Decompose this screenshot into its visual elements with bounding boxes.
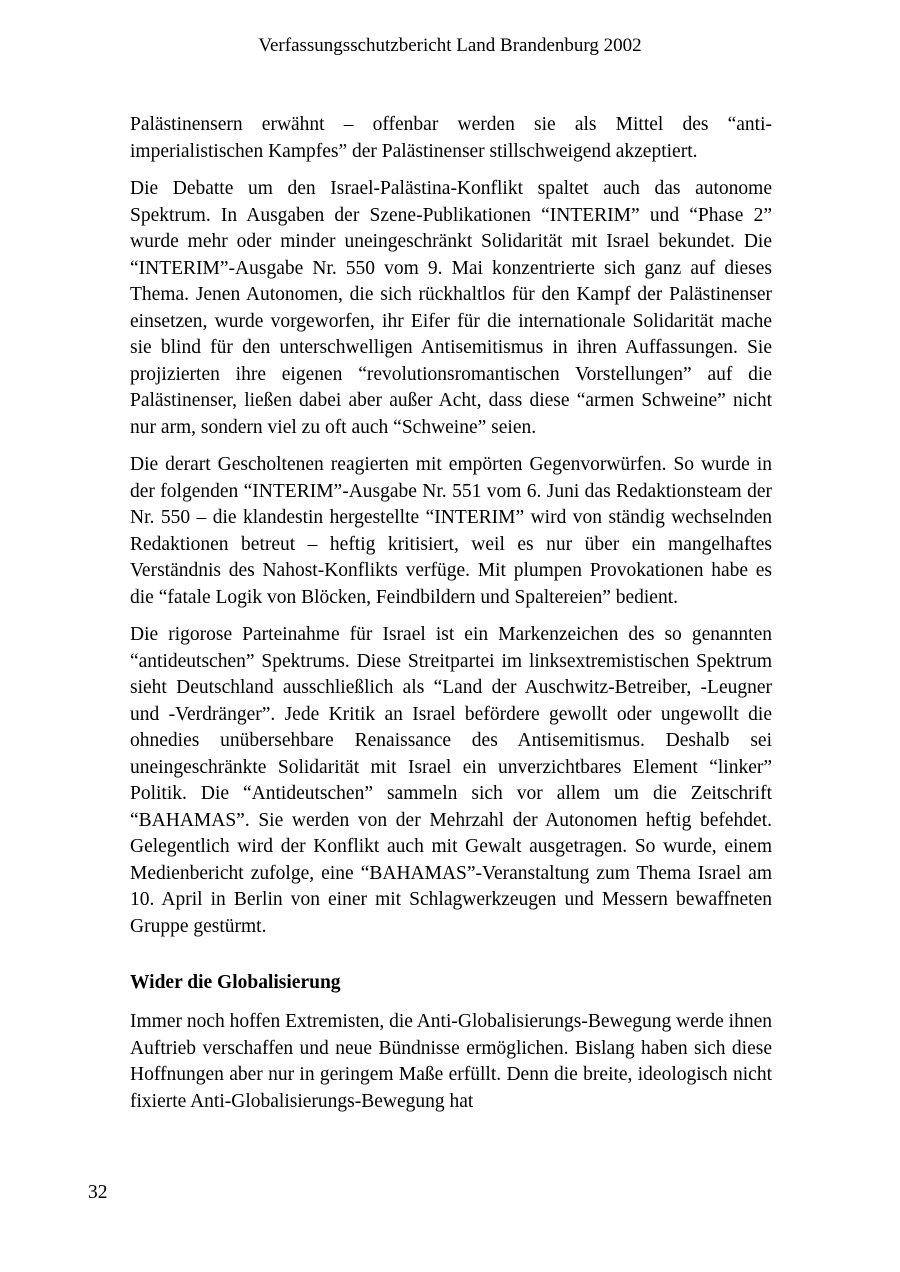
paragraph: Palästinensern erwähnt – offenbar werden sie als Mittel des “anti-imperialistischen Kampfes” der Palästinenser stillschweigend akzeptiert.: [130, 114, 772, 162]
paragraph: Die rigorose Parteinahme für Israel ist ein Markenzeichen des so genannten “antideutschen” Spektrums. Diese Streitpartei im linksextremistischen Spektrum sieht Deutschland ausschließlich als “Land der Auschwitz-Betreiber, -Leugner und -Verdränger”. Jede Kritik an Israel befördere gewollt oder ungewollt die ohnedies unübersehbare Renaissance des Antisemitismus. Deshalb sei uneingeschränkte Solidarität mit Israel ein unverzichtbares Element “linker” Politik. Die “Antideutschen” sammeln sich vor allem um die Zeitschrift “BAHAMAS”. Sie werden von der Mehrzahl der Autonomen heftig befehdet. Gelegentlich wird der Konflikt auch mit Gewalt ausgetragen. So wurde, einem Medienbericht zufolge, eine “BAHAMAS”-Veranstaltung zum Thema Israel am 10. April in Berlin von einer mit Schlagwerkzeugen und Messern bewaffneten Gruppe gestürmt.: [130, 624, 772, 937]
paragraph: Immer noch hoffen Extremisten, die Anti-Globalisierungs-Bewegung werde ihnen Auftrieb verschaffen und neue Bündnisse ermöglichen. Bislang haben sich diese Hoffnungen aber nur in geringem Maße erfüllt. Denn die breite, ideologisch nicht fixierte Anti-Globalisierungs-Bewegung hat: [130, 1011, 772, 1112]
page-number: 32: [88, 1182, 108, 1203]
page-body: [130, 112, 772, 1126]
paragraph: Die Debatte um den Israel-Palästina-Konflikt spaltet auch das autonome Spektrum. In Ausgaben der Szene-Publikationen “INTERIM” und “Phase 2” wurde mehr oder minder uneingeschränkt Solidarität mit Israel bekundet. Die “INTERIM”-Ausgabe Nr. 550 vom 9. Mai konzentrierte sich ganz auf dieses Thema. Jenen Autonomen, die sich rückhaltlos für den Kampf der Palästinenser einsetzen, wurde vorgeworfen, ihr Eifer für die internationale Solidarität mache sie blind für den unterschwelligen Antisemitismus in ihren Auffassungen. Sie projizierten ihre eigenen “revolutionsromantischen Vorstellungen” auf die Palästinenser, ließen dabei aber außer Acht, dass diese “armen Schweine” nicht nur arm, sondern viel zu oft auch “Schweine” seien.: [130, 178, 772, 438]
paragraph: Die derart Gescholtenen reagierten mit empörten Gegenvorwürfen. So wurde in der folgenden “INTERIM”-Ausgabe Nr. 551 vom 6. Juni das Redaktionsteam der Nr. 550 – die klandestin hergestellte “INTERIM” wird von ständig wechselnden Redaktionen betreut – heftig kritisiert, weil es nur über ein mangelhaftes Verständnis des Nahost-Konflikts verfüge. Mit plumpen Provokationen habe es die “fatale Logik von Blöcken, Feindbildern und Spaltereien” bedient.: [130, 454, 772, 608]
running-header: Verfassungsschutzbericht Land Brandenburg 2002: [258, 35, 642, 56]
section-heading: Wider die Globalisierung: [130, 972, 341, 993]
